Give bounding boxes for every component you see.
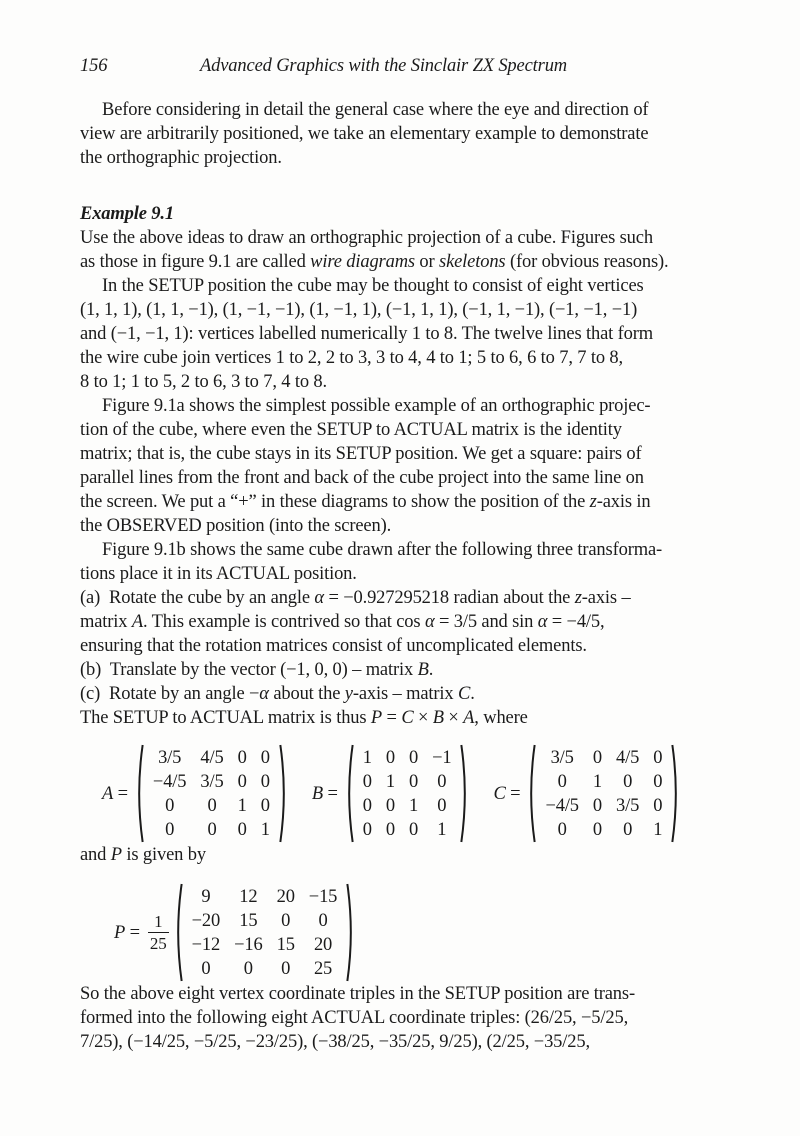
text-run: .: [428, 660, 434, 680]
paragraph-example-1: [80, 226, 704, 274]
matrix-cell: 1: [237, 795, 247, 816]
matrix-cell: 0: [408, 747, 419, 768]
italic-run: P: [110, 845, 122, 865]
matrix-p-block: [114, 883, 704, 982]
matrix-P-label: [114, 921, 140, 945]
matrix-cell: 0: [437, 771, 447, 792]
text-run: Use the above ideas to draw an orthographic projection of a cube. Figures such: [80, 228, 653, 248]
left-paren-icon: [135, 744, 144, 843]
italic-run: z: [589, 492, 597, 512]
left-paren-icon: [174, 883, 183, 982]
matrix-cell: 1: [408, 795, 419, 816]
fraction-denominator: 25: [149, 934, 167, 953]
matrix-row: [185, 957, 345, 981]
matrix-cell: 0: [623, 771, 633, 792]
paragraph-example-2: [80, 274, 704, 394]
text-run: -axis –: [581, 588, 631, 608]
matrix-cell: 1: [437, 819, 447, 840]
text-run: matrix: [80, 612, 132, 632]
matrix-cell: 0: [385, 819, 395, 840]
matrix-row: [538, 794, 669, 818]
text-run: 7/25), (−14/25, −5/25, −23/25), (−38/25, −35/25, 9/25), (2/25, −35/25,: [80, 1032, 590, 1052]
matrix-cell: −1: [432, 747, 452, 768]
matrix-row: [185, 933, 345, 957]
matrix-B: [312, 744, 470, 843]
text-run: view are arbitrarily positioned, we take an elementary example to demonstrate: [80, 124, 649, 144]
text-run: (1, 1, 1), (1, 1, −1), (1, −1, −1), (1, −1, 1), (−1, 1, 1), (−1, 1, −1), (−1, −1, −1): [80, 300, 638, 320]
page-number: 156: [80, 56, 108, 76]
matrix-A-label: [102, 782, 128, 806]
text-run: the wire cube join vertices 1 to 2, 2 to 3, 3 to 4, 4 to 1; 5 to 6, 6 to 7, 7 to 8,: [80, 348, 623, 368]
italic-run: C: [457, 684, 471, 704]
matrix-cell: 0: [237, 747, 247, 768]
matrix-row: [146, 770, 277, 794]
matrix-cell: 0: [260, 771, 270, 792]
italic-run: z: [574, 588, 582, 608]
text-run: =: [322, 783, 338, 804]
matrix-cell: 0: [165, 795, 175, 816]
example-heading: [80, 202, 704, 226]
text-run: In the SETUP position the cube may be thought to consist of eight vertices: [102, 276, 644, 296]
matrix-cell: 0: [385, 747, 395, 768]
italic-run: Example 9.1: [80, 204, 174, 224]
matrix-cell: 0: [318, 910, 328, 931]
italic-run: A: [463, 708, 475, 728]
matrix-cell: 0: [362, 819, 372, 840]
matrix-cell: 12: [239, 886, 258, 907]
matrix-row: [538, 746, 669, 770]
matrix-C-label: [493, 782, 520, 806]
matrix-row-abc: [102, 744, 704, 843]
text-run: the screen. We put a “+” in these diagrams to show the position of the: [80, 492, 590, 512]
text-run: (for obvious reasons).: [505, 252, 669, 272]
italic-run: P: [370, 708, 383, 728]
italic-run: P: [114, 922, 126, 943]
matrix-cell: 20: [276, 886, 295, 907]
matrix-cell: 4/5: [616, 747, 640, 768]
matrix-row: [356, 794, 459, 818]
text-run: is given by: [121, 845, 206, 865]
matrix-cell: 0: [362, 795, 372, 816]
matrix-cell: 0: [362, 771, 372, 792]
matrix-cell: 3/5: [550, 747, 574, 768]
text-run: (c) Rotate by an angle −: [80, 684, 260, 704]
matrix-cell: 0: [653, 747, 663, 768]
italic-run: α: [259, 684, 269, 704]
text-run: matrix; that is, the cube stays in its SETUP position. We get a square: pairs of: [80, 444, 642, 464]
text-run: .: [470, 684, 475, 704]
matrix-row: [185, 885, 345, 909]
page-header: [80, 54, 704, 78]
matrix-cell: 15: [276, 934, 295, 955]
running-title: Advanced Graphics with the Sinclair ZX Spectrum: [200, 56, 568, 76]
matrix-cell: 0: [207, 795, 217, 816]
matrix-cell: 0: [385, 795, 395, 816]
matrix-row: [356, 746, 459, 770]
text-run: 8 to 1; 1 to 5, 2 to 6, 3 to 7, 4 to 8.: [80, 372, 327, 392]
italic-run: wire diagrams: [310, 252, 415, 272]
matrix-cell: −20: [191, 910, 221, 931]
matrix-cell: 4/5: [200, 747, 224, 768]
matrix-cell: −4/5: [152, 771, 187, 792]
matrix-cell: 0: [260, 747, 270, 768]
text-run: the orthographic projection.: [80, 148, 282, 168]
matrix-cell: 25: [313, 958, 333, 979]
text-run: -axis – matrix: [352, 684, 458, 704]
matrix-C: [493, 744, 680, 843]
text-run: the OBSERVED position (into the screen).: [80, 516, 392, 536]
paragraph-p-given: [80, 843, 704, 867]
italic-run: α: [537, 612, 548, 632]
matrix-cell: 0: [207, 819, 217, 840]
paragraph-intro: [80, 98, 704, 170]
matrix-cell: 0: [260, 795, 270, 816]
matrix-cell: 0: [408, 771, 419, 792]
matrix-cell: 1: [260, 819, 270, 840]
list-item-a: [80, 586, 704, 658]
matrix-cell: 0: [237, 771, 247, 792]
text-run: tion of the cube, where even the SETUP to ACTUAL matrix is the identity: [80, 420, 622, 440]
matrix-cell: 0: [237, 819, 247, 840]
matrix-row: [356, 770, 459, 794]
right-paren-icon: [346, 883, 355, 982]
matrix-row: [146, 794, 277, 818]
matrix-cell: 0: [592, 795, 603, 816]
matrix-cell: 0: [623, 819, 633, 840]
text-run: Figure 9.1b shows the same cube drawn after the following three transforma-: [102, 540, 663, 560]
text-run: and: [80, 845, 111, 865]
paragraph-example-3: [80, 394, 704, 538]
text-run: =: [125, 922, 140, 943]
text-run: =: [505, 783, 521, 804]
matrix-cell: 0: [592, 747, 603, 768]
matrix-row: [538, 818, 669, 842]
right-paren-icon: [460, 744, 469, 843]
italic-run: y: [344, 684, 353, 704]
fraction-numerator: 1: [154, 912, 163, 931]
text-run: = −0.927295218 radian about the: [323, 588, 575, 608]
paragraph-example-4: [80, 538, 704, 586]
text-run: (a) Rotate the cube by an angle: [80, 588, 315, 608]
matrix-cell: 3/5: [616, 795, 640, 816]
text-run: ×: [413, 708, 433, 728]
matrix-cell: −16: [234, 934, 263, 955]
matrix-cell: 1: [362, 747, 372, 768]
fraction-one-over-25: [148, 911, 169, 954]
matrix-cell: 0: [557, 819, 567, 840]
italic-run: B: [432, 708, 444, 728]
text-run: The SETUP to ACTUAL matrix is thus: [80, 708, 371, 728]
matrix-cell: 0: [201, 958, 211, 979]
text-run: So the above eight vertex coordinate triples in the SETUP position are trans-: [80, 984, 635, 1004]
matrix-A: [102, 744, 288, 843]
italic-run: B: [311, 783, 323, 804]
text-run: =: [113, 783, 128, 804]
matrix-B-grid: [356, 746, 459, 842]
text-run: tions place it in its ACTUAL position.: [80, 564, 357, 584]
italic-run: skeletons: [439, 252, 506, 272]
paragraph-closing: [80, 982, 704, 1054]
text-run: (b) Translate by the vector (−1, 0, 0) – matrix: [80, 660, 418, 680]
italic-run: α: [314, 588, 324, 608]
text-run: =: [382, 708, 402, 728]
matrix-P: [114, 883, 355, 982]
text-run: about the: [268, 684, 345, 704]
matrix-cell: 0: [408, 819, 419, 840]
matrix-cell: 0: [653, 771, 663, 792]
text-run: ensuring that the rotation matrices consist of uncomplicated elements.: [80, 636, 587, 656]
matrix-cell: −12: [191, 934, 221, 955]
matrix-cell: 0: [653, 795, 663, 816]
matrix-P-grid: [185, 885, 345, 981]
matrix-cell: 0: [592, 819, 603, 840]
matrix-C-grid: [538, 746, 669, 842]
matrix-cell: 3/5: [158, 747, 182, 768]
list-item-c: [80, 682, 704, 706]
matrix-cell: 9: [201, 886, 211, 907]
text-run: Before considering in detail the general case where the eye and direction of: [102, 100, 649, 120]
text-run: ×: [443, 708, 464, 728]
matrix-B-label: [312, 782, 338, 806]
right-paren-icon: [279, 744, 288, 843]
list-item-b: [80, 658, 704, 682]
text-run: -axis in: [596, 492, 651, 512]
matrix-cell: 0: [165, 819, 175, 840]
right-paren-icon: [671, 744, 680, 843]
text-run: parallel lines from the front and back of the cube project into the same line on: [80, 468, 644, 488]
italic-run: B: [417, 660, 429, 680]
text-run: = −4/5,: [547, 612, 605, 632]
matrix-row: [356, 818, 459, 842]
matrix-cell: 1: [653, 819, 663, 840]
text-run: or: [414, 252, 440, 272]
italic-run: A: [131, 612, 144, 632]
text-run: , where: [474, 708, 528, 728]
matrix-cell: 1: [592, 771, 603, 792]
matrix-row: [185, 909, 345, 933]
italic-run: α: [424, 612, 435, 632]
matrix-cell: 15: [239, 910, 258, 931]
paragraph-setup-matrix: [80, 706, 704, 730]
matrix-row: [538, 770, 669, 794]
matrix-cell: 0: [281, 910, 291, 931]
matrix-cell: 0: [243, 958, 253, 979]
italic-run: C: [493, 783, 506, 804]
matrix-cell: 1: [385, 771, 395, 792]
matrix-cell: 0: [281, 958, 291, 979]
text-run: formed into the following eight ACTUAL coordinate triples: (26/25, −5/25,: [80, 1008, 629, 1028]
text-run: and (−1, −1, 1): vertices labelled numerically 1 to 8. The twelve lines that form: [80, 324, 653, 344]
matrix-row: [146, 746, 277, 770]
text-run: . This example is contrived so that cos: [143, 612, 425, 632]
matrix-cell: 20: [313, 934, 333, 955]
text-run: as those in figure 9.1 are called: [80, 252, 311, 272]
matrix-cell: 3/5: [200, 771, 224, 792]
matrix-row: [146, 818, 277, 842]
left-paren-icon: [345, 744, 354, 843]
matrix-cell: 0: [557, 771, 567, 792]
matrix-A-grid: [146, 746, 277, 842]
text-run: Figure 9.1a shows the simplest possible example of an orthographic projec-: [102, 396, 651, 416]
matrix-cell: −15: [308, 886, 338, 907]
text-run: = 3/5 and sin: [434, 612, 538, 632]
italic-run: A: [102, 783, 114, 804]
italic-run: C: [401, 708, 414, 728]
left-paren-icon: [527, 744, 536, 843]
matrix-cell: −4/5: [545, 795, 579, 816]
matrix-cell: 0: [437, 795, 447, 816]
